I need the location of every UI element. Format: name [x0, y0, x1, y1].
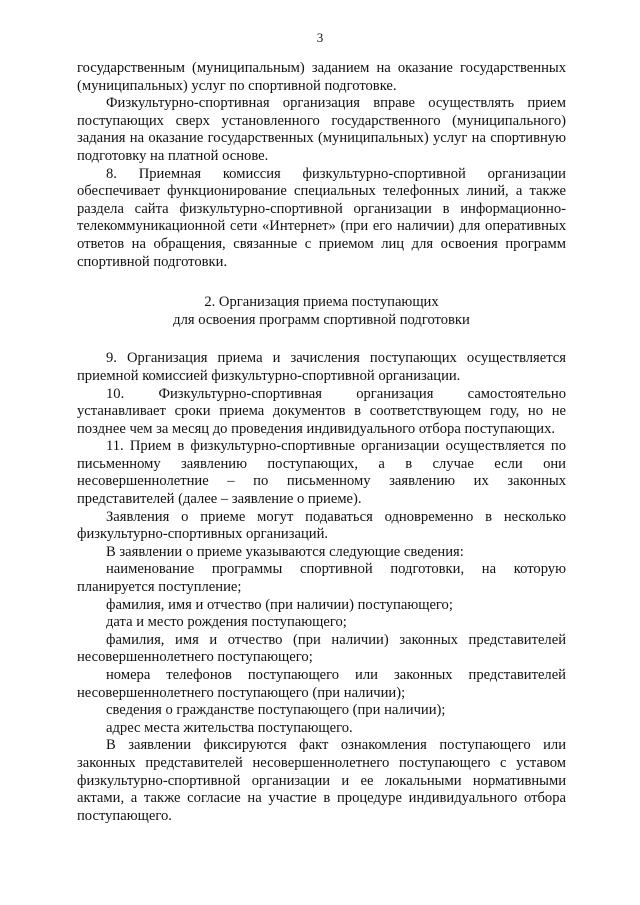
page-number: 3	[316, 30, 324, 45]
paragraph-item-9: 9. Организация приема и зачисления поступающих осуществляется приемной комиссией физкультурно-спортивной организации.	[77, 350, 566, 384]
section-heading-line-2: для освоения программ спортивной подготовки	[173, 311, 470, 328]
paragraph-acknowledgement: В заявлении фиксируются факт ознакомления поступающего или законных представителей несовершеннолетнего поступающего с уставом физкультурно-спортивной организации и ее локальными нормативными актами, а также согласие на участие в процедуре индивидуального отбора поступающего.	[77, 737, 566, 824]
list-item-full-name: фамилия, имя и отчество (при наличии) поступающего;	[106, 596, 453, 613]
list-item-citizenship: сведения о гражданстве поступающего (при наличии);	[106, 702, 446, 719]
section-heading	[77, 294, 566, 329]
list-item-program-name: наименование программы спортивной подготовки, на которую планируется поступление;	[77, 561, 566, 596]
paragraph-continuation: государственным (муниципальным) заданием на оказание государственных (муниципальных) услуг по спортивной подготовке.	[77, 60, 566, 94]
list-item-birth-date-place: дата и место рождения поступающего;	[106, 614, 347, 631]
section-heading-line-1: 2. Организация приема поступающих	[204, 294, 439, 311]
paragraph-paid-admission: Физкультурно-спортивная организация вправе осуществлять прием поступающих сверх установленного государственного (муниципального) задания на оказание государственных (муниципальных) услуг на спортивную подготовку на платной основе.	[77, 95, 566, 164]
list-item-representatives-name: фамилия, имя и отчество (при наличии) законных представителей несовершеннолетнего поступающего;	[77, 631, 566, 666]
paragraph-multiple-applications: Заявления о приеме могут подаваться одновременно в несколько физкультурно-спортивных организаций.	[77, 508, 566, 543]
document-body	[77, 60, 566, 825]
paragraph-item-11: 11. Прием в физкультурно-спортивные организации осуществляется по письменному заявлению поступающих, а в случае если они несовершеннолетние – по письменному заявлению их законных представителей (далее – заявление о приеме).	[77, 438, 566, 508]
paragraph-application-info-intro: В заявлении о приеме указываются следующие сведения:	[106, 543, 464, 560]
list-item-phone-numbers: номера телефонов поступающего или законных представителей несовершеннолетнего поступающего (при наличии);	[77, 667, 566, 701]
list-item-address: адрес места жительства поступающего.	[106, 719, 353, 736]
paragraph-item-10: 10. Физкультурно-спортивная организация самостоятельно устанавливает сроки приема документов в соответствующем году, но не позднее чем за месяц до проведения индивидуального отбора поступающих.	[77, 385, 566, 437]
paragraph-item-8: 8. Приемная комиссия физкультурно-спортивной организации обеспечивает функционирование специальных телефонных линий, а также раздела сайта физкультурно-спортивной организации в информационно-телекоммуникационной сети «Интернет» (при его наличии) для оперативных ответов на обращения, связанные с приемом лиц для освоения программ спортивной подготовки.	[77, 165, 566, 270]
